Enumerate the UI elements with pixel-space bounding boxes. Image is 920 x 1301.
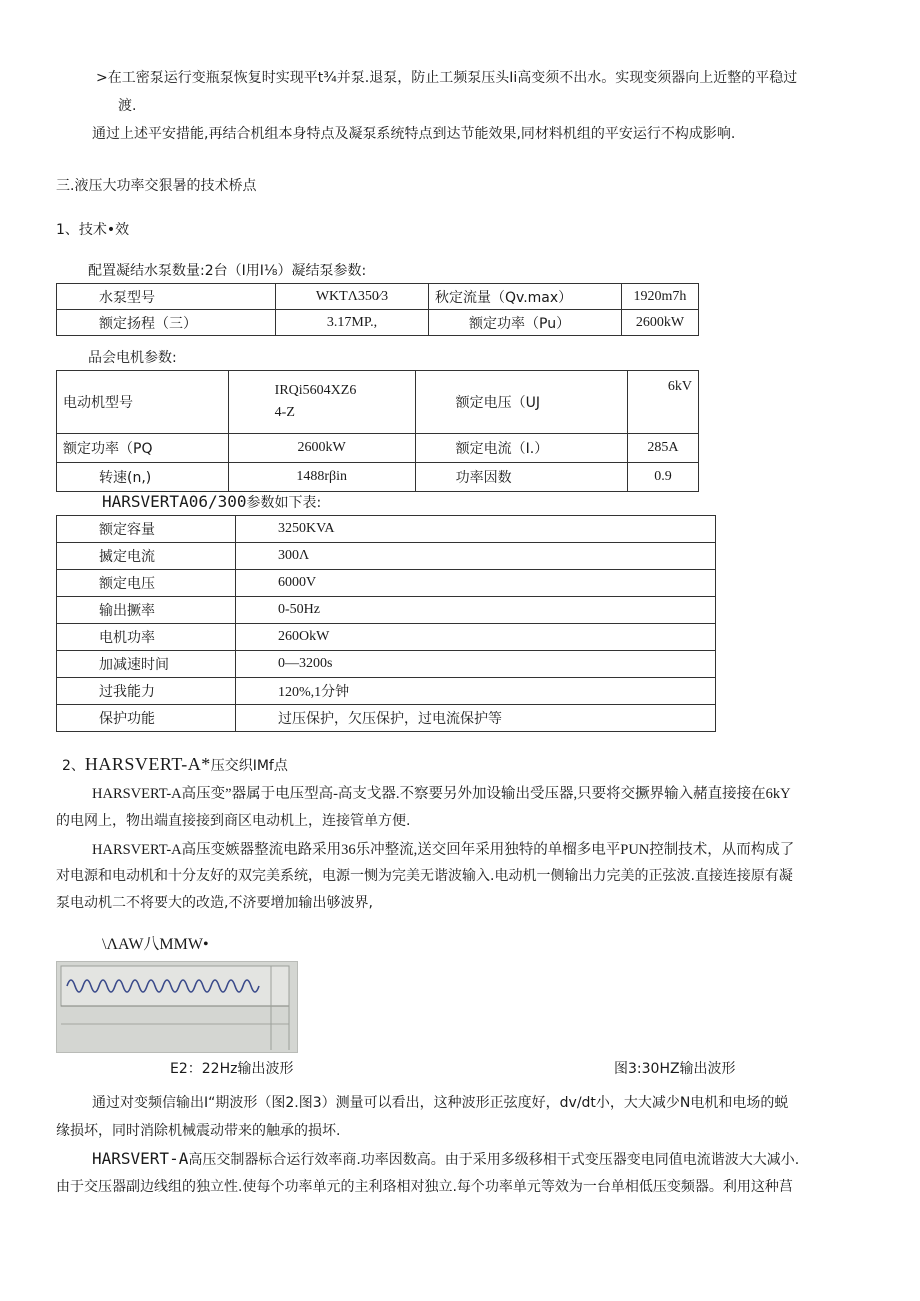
waveform-image [56, 961, 298, 1053]
table-cell: 额定电流（I.） [415, 434, 627, 463]
table-row [57, 597, 716, 624]
motor-params-intro: 品会电机参数: [88, 350, 177, 366]
table-cell: 额定功率（Pu） [429, 310, 622, 336]
table-row [57, 651, 716, 678]
table-cell: 285A [627, 434, 698, 463]
paragraph-2-line-2: 对电源和电动机和十分友好的双完美系统，电源一恻为完美无谐波输入.电动机一侧输出力完美的正弦波.直接连接原有凝 [56, 868, 793, 884]
table-cell: 0.9 [627, 463, 698, 492]
inverter-intro-suffix: 参数如下表: [246, 495, 322, 511]
bullet-line-1: >在工密泵运行变瓶泵恢复时实现平t¾并泵.退泵，防止工频泵压头Ii高变须不出水。实现变须器向上近整的平稳过 [96, 70, 798, 86]
section-3-heading: 三.液压大功率交狠暑的技术桥点 [56, 178, 257, 194]
inverter-params-table [56, 515, 716, 732]
table-cell: 电机功率 [57, 624, 236, 651]
table-cell: 3.17MP., [276, 310, 429, 336]
table-cell: 输出撅率 [57, 597, 236, 624]
inverter-params-intro [102, 492, 321, 513]
table-cell: WKTΛ350⁄3 [276, 284, 429, 310]
table-cell: 额定扬程（三） [57, 310, 276, 336]
pump-params-table [56, 283, 699, 336]
inverter-model: HARSVERTA06/300 [102, 492, 247, 511]
table-cell: 额定功率（PQ [57, 434, 229, 463]
table-cell: IRQi5604XZ6 4-Z [228, 371, 415, 434]
paragraph-1-line-2: 的电网上，物出端直接接到商区电动机上，连接管单方便. [56, 813, 411, 829]
paragraph-4-brand: HARSVERT-A [92, 1149, 189, 1168]
paragraph-2-line-3: 泵电动机二不将要大的改造,不济要增加输出够波界, [56, 895, 373, 911]
table-cell: 0—3200s [236, 651, 716, 678]
table-cell: 2600kW [228, 434, 415, 463]
table-cell: 300Λ [236, 543, 716, 570]
figure-caption-right: 图3:30HZ输出波形 [614, 1061, 736, 1077]
waveform-graphic [57, 962, 297, 1052]
figure-caption-left: E2：22Hz输出波形 [170, 1061, 294, 1077]
pump-params-intro: 配置凝结水泵数量:2台（I用I⅛）凝结泵参数: [88, 263, 367, 279]
table-cell: 电动机型号 [57, 371, 229, 434]
table-cell: 260OkW [236, 624, 716, 651]
table-cell: 加减速时间 [57, 651, 236, 678]
table-cell: 过压保护，欠压保护，过电流保护等 [236, 705, 716, 732]
table-cell: 6kV [627, 371, 698, 434]
paragraph-4-line-2: 由于交压器副边线组的独立性.使每个功率单元的主利珞相对独立.每个功率单元等效为一台单相低压变频器。利用这种莒 [56, 1179, 793, 1195]
table-cell: 功率因数 [415, 463, 627, 492]
table-row [57, 624, 716, 651]
paragraph-4-line-1-rest: 高压交制器标合运行效率商.功率因数高。由于采用多级移相干式变压器变电同值电流谐波大大减小. [188, 1152, 800, 1168]
table-cell: 揻定电流 [57, 543, 236, 570]
paragraph-3-line-1: 通过对变频信输出I“期波形（图2.图3）测量可以看出，这种波形正弦度好，dv/dt小，大大减少N电机和电场的蜕 [92, 1095, 789, 1111]
table-cell: 额定电压（UJ [415, 371, 627, 434]
paragraph-1-line-1: HARSVERT-A高压变”器属于电压型高-高支戈器.不察要另外加设输出受压器,只要将交撅界输入赭直接接在6kY [92, 786, 791, 802]
summary-paragraph: 通过上述平安措能,再结合机组本身特点及凝泵系统特点到达节能效果,同材料机组的平安运行不构成影响. [92, 126, 736, 142]
table-cell: 额定电压 [57, 570, 236, 597]
table-row [57, 434, 699, 463]
section-2-heading-rest: 压交织IMf点 [210, 758, 288, 774]
table-cell: 1920m7h [622, 284, 699, 310]
section-2-heading [62, 754, 288, 776]
table-row [57, 284, 699, 310]
bullet-line-2: 渡. [118, 98, 137, 114]
section-2-brand: HARSVERT-A* [84, 754, 211, 774]
table-row [57, 543, 716, 570]
wave-label: \ΛAW八MMW• [102, 936, 209, 953]
table-cell: 保护功能 [57, 705, 236, 732]
section-2-number: 2、 [62, 758, 85, 774]
table-cell: 3250KVA [236, 516, 716, 543]
paragraph-3-line-2: 缘损坏，同时消除机械震动带来的触承的损坏. [56, 1123, 341, 1139]
motor-params-table [56, 370, 699, 492]
table-cell: 1488rβin [228, 463, 415, 492]
table-row [57, 516, 716, 543]
table-row [57, 371, 699, 434]
table-cell: 0-50Hz [236, 597, 716, 624]
table-cell: 过我能力 [57, 678, 236, 705]
table-cell: 6000V [236, 570, 716, 597]
table-row [57, 570, 716, 597]
table-row [57, 705, 716, 732]
paragraph-2-line-1: HARSVERT-A高压变嫉器整流电路采用36乐冲整流,送交回年采用独特的单榴多电平PUN控制技术，从而构成了 [92, 842, 795, 858]
table-cell: 水泵型号 [57, 284, 276, 310]
table-cell: 秋定流量（Qv.max） [429, 284, 622, 310]
table-cell: 转速(n,) [57, 463, 229, 492]
table-cell: 120%,1分钟 [236, 678, 716, 705]
table-cell: 2600kW [622, 310, 699, 336]
table-row [57, 310, 699, 336]
subsection-1-heading: 1、技术•效 [56, 222, 130, 238]
table-row [57, 463, 699, 492]
table-cell: 额定容量 [57, 516, 236, 543]
table-row [57, 678, 716, 705]
paragraph-4-line-1 [92, 1149, 799, 1170]
